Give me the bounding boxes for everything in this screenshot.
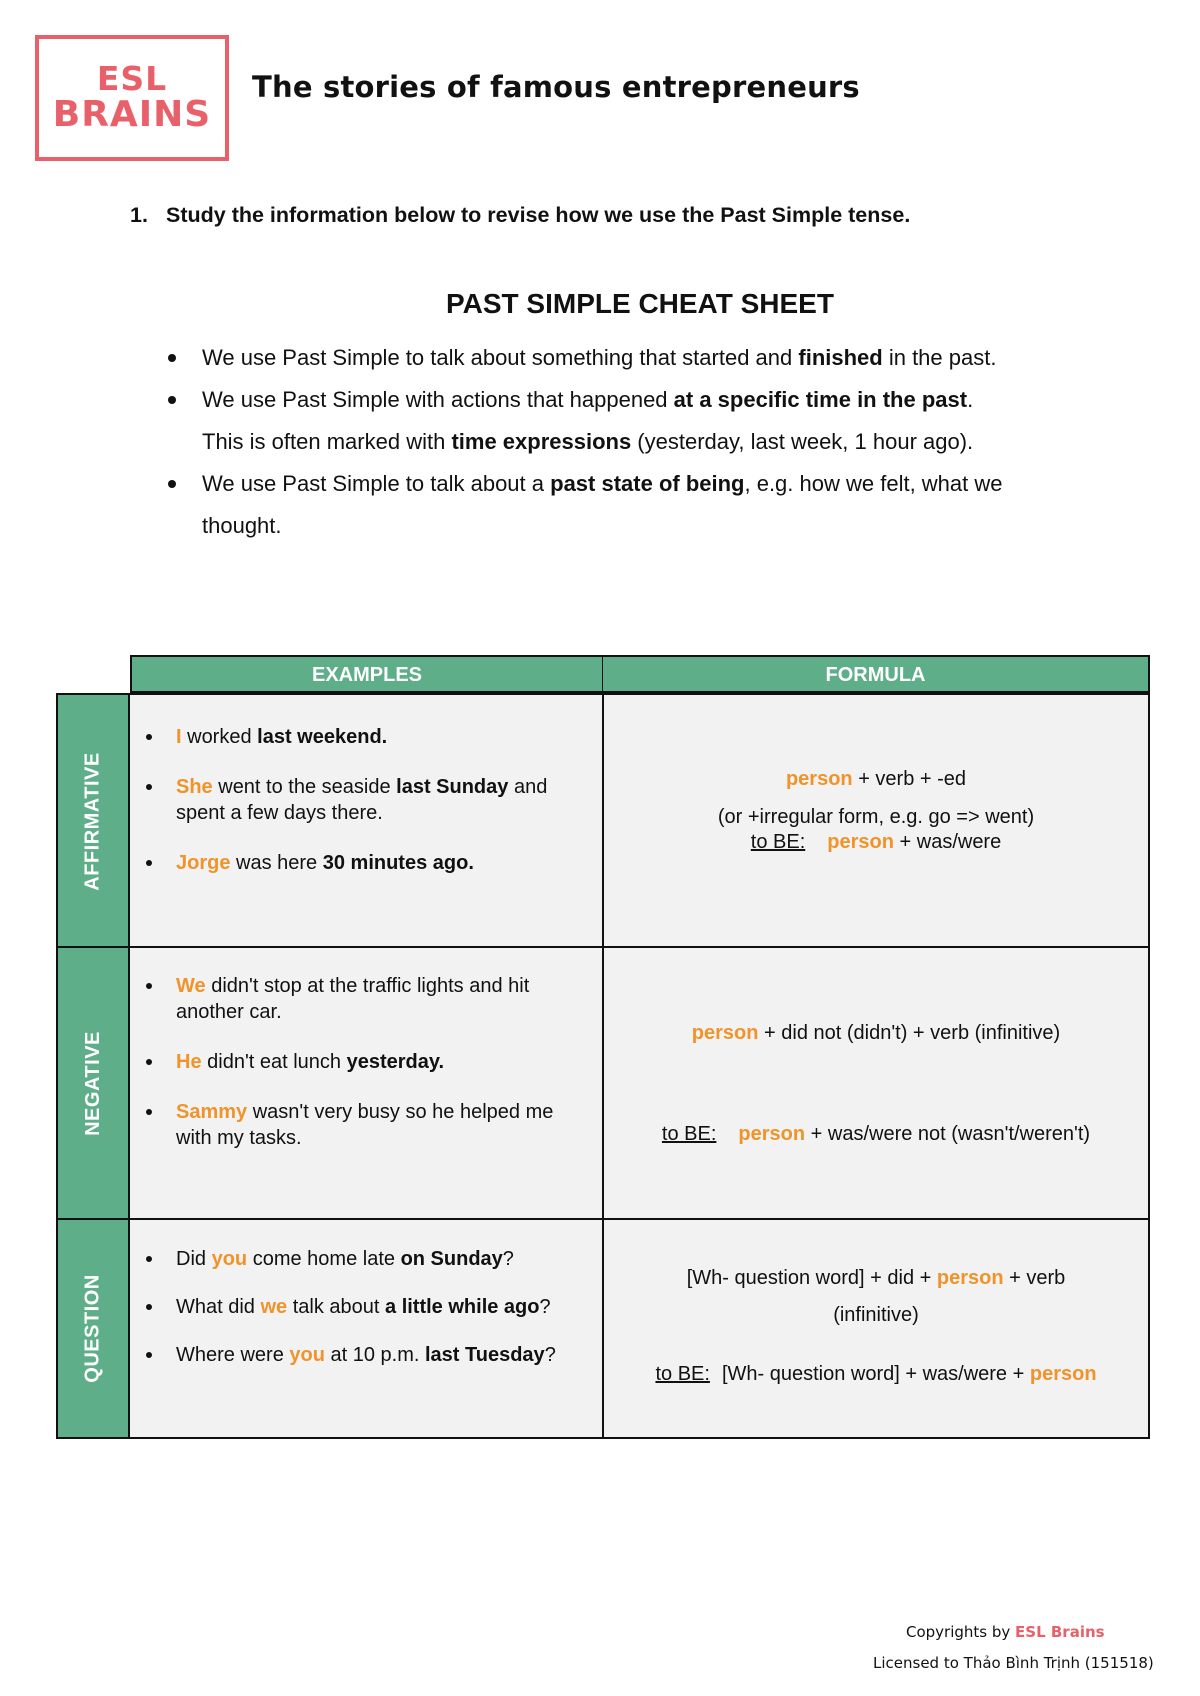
person-token: person: [936, 1267, 1004, 1289]
instruction-text: Study the information below to revise how we use the Past Simple tense.: [166, 203, 911, 227]
person-token: person: [785, 768, 853, 790]
document-title: The stories of famous entrepreneurs: [252, 70, 860, 104]
text: .: [967, 387, 974, 412]
time-expression: last weekend: [257, 726, 382, 748]
time-expression: yesterday: [346, 1051, 439, 1073]
row-label-cell: [58, 695, 130, 947]
person-token: person: [1029, 1363, 1097, 1385]
subject: you: [289, 1344, 325, 1366]
row-label: NEGATIVE: [81, 1030, 104, 1136]
license-line: Licensed to Thảo Bình Trịnh (151518): [873, 1654, 1154, 1672]
formula-line: [604, 1020, 1148, 1046]
text: was here: [230, 852, 323, 874]
time-expression: last Sunday: [396, 776, 509, 798]
examples-cell: [130, 948, 604, 1218]
subject: we: [260, 1296, 288, 1318]
formula-line: [604, 1265, 1148, 1291]
instruction-number: 1.: [130, 203, 148, 227]
examples-cell: [130, 695, 604, 947]
cheat-sheet-title: PAST SIMPLE CHEAT SHEET: [446, 288, 834, 319]
example-item: [144, 1246, 592, 1272]
text: Did: [176, 1248, 212, 1270]
example-item: [144, 1294, 592, 1320]
text: ?: [502, 1248, 514, 1270]
text: [Wh- question word] + was/were +: [721, 1363, 1030, 1385]
text: talk about: [287, 1296, 386, 1318]
text: + did not (didn't) + verb (infinitive): [758, 1022, 1061, 1044]
example-item: [144, 850, 592, 876]
formula-line: [604, 766, 1148, 792]
text: This is often marked with: [202, 429, 452, 454]
text: What did: [176, 1296, 261, 1318]
emphasis: finished: [798, 345, 883, 370]
emphasis: time expressions: [451, 429, 632, 454]
text: + was/were: [893, 831, 1002, 853]
text: We use Past Simple to talk about something that started and: [202, 345, 799, 370]
instruction: [130, 203, 910, 228]
copyright-text: Copyrights by: [906, 1623, 1016, 1641]
text: ?: [539, 1296, 551, 1318]
person-token: person: [827, 831, 894, 853]
text: didn't eat lunch: [201, 1051, 347, 1073]
logo-line-2: BRAINS: [52, 94, 212, 136]
usage-list: [168, 337, 1088, 547]
example-item: [144, 724, 592, 750]
question-row: [58, 1220, 1148, 1437]
person-token: person: [738, 1123, 806, 1145]
subject: Sammy: [176, 1101, 248, 1123]
text: + verb: [1003, 1267, 1066, 1289]
text: We use Past Simple to talk about a: [202, 471, 551, 496]
formula-line: [604, 829, 1148, 855]
subject: She: [176, 776, 213, 798]
examples-list: [144, 724, 592, 876]
example-item: [144, 1049, 592, 1075]
to-be-label: to BE:: [661, 1123, 717, 1145]
text: + was/were not (wasn't/weren't): [805, 1123, 1091, 1145]
brand-name: ESL Brains: [1015, 1623, 1105, 1641]
subject: you: [211, 1248, 248, 1270]
subject: He: [176, 1051, 202, 1073]
formula-line: [604, 1121, 1148, 1147]
affirmative-row: [58, 695, 1148, 947]
row-label-cell: [58, 948, 130, 1218]
text: in the past.: [882, 345, 997, 370]
usage-item: [168, 379, 1088, 463]
emphasis: past state of being: [550, 471, 745, 496]
row-label-cell: [58, 1220, 130, 1437]
text: ?: [544, 1344, 556, 1366]
time-expression: a little while ago: [385, 1296, 540, 1318]
text: worked: [181, 726, 258, 748]
emphasis: at a specific time in the past: [673, 387, 968, 412]
row-label: AFFIRMATIVE: [81, 751, 104, 891]
formula-line: (or +irregular form, e.g. go => went): [717, 806, 1035, 828]
text: + verb + -ed: [852, 768, 967, 790]
example-item: [144, 973, 592, 1025]
subject: Jorge: [176, 852, 231, 874]
examples-list: [144, 1246, 592, 1368]
formula-line: [604, 1361, 1148, 1387]
usage-item: [168, 463, 1088, 547]
subject: I: [176, 726, 182, 748]
negative-row: [58, 948, 1148, 1218]
esl-brains-logo: [35, 35, 229, 161]
formula-line: (infinitive): [833, 1304, 919, 1326]
logo-line-1: ESL: [96, 58, 168, 98]
example-item: [144, 1342, 592, 1368]
formula-cell: [604, 948, 1148, 1218]
copyright-line: [906, 1623, 1105, 1641]
text: wasn't very busy so he helped me with my tasks.: [176, 1101, 554, 1149]
text: .: [468, 852, 474, 874]
to-be-label: to BE:: [655, 1363, 710, 1385]
text: and spent a few days there.: [176, 776, 548, 824]
examples-cell: [130, 1220, 604, 1437]
example-item: [144, 1099, 592, 1151]
past-simple-table: [56, 693, 1150, 1439]
time-expression: last Tuesday: [425, 1344, 545, 1366]
text: went to the seaside: [212, 776, 397, 798]
to-be-label: to BE:: [750, 831, 806, 853]
text: , e.g. how we felt, what we thought.: [202, 471, 1003, 538]
text: (yesterday, last week, 1 hour ago).: [631, 429, 974, 454]
example-item: [144, 774, 592, 826]
text: Where were: [176, 1344, 290, 1366]
time-expression: 30 minutes ago: [322, 852, 469, 874]
formula-cell: [604, 1220, 1148, 1437]
text: come home late: [247, 1248, 401, 1270]
examples-list: [144, 973, 592, 1151]
usage-item: [168, 337, 1088, 379]
person-token: person: [691, 1022, 759, 1044]
text: .: [381, 726, 388, 748]
text: didn't stop at the traffic lights and hit another car.: [176, 975, 530, 1023]
text: .: [438, 1051, 445, 1073]
examples-header: EXAMPLES: [130, 655, 604, 693]
subject: We: [176, 975, 206, 997]
formula-header: FORMULA: [602, 655, 1150, 693]
text: [Wh- question word] + did +: [686, 1267, 937, 1289]
text: We use Past Simple with actions that happened: [202, 387, 674, 412]
row-label: QUESTION: [81, 1274, 104, 1383]
text: at 10 p.m.: [324, 1344, 425, 1366]
time-expression: on Sunday: [400, 1248, 503, 1270]
formula-cell: [604, 695, 1148, 947]
